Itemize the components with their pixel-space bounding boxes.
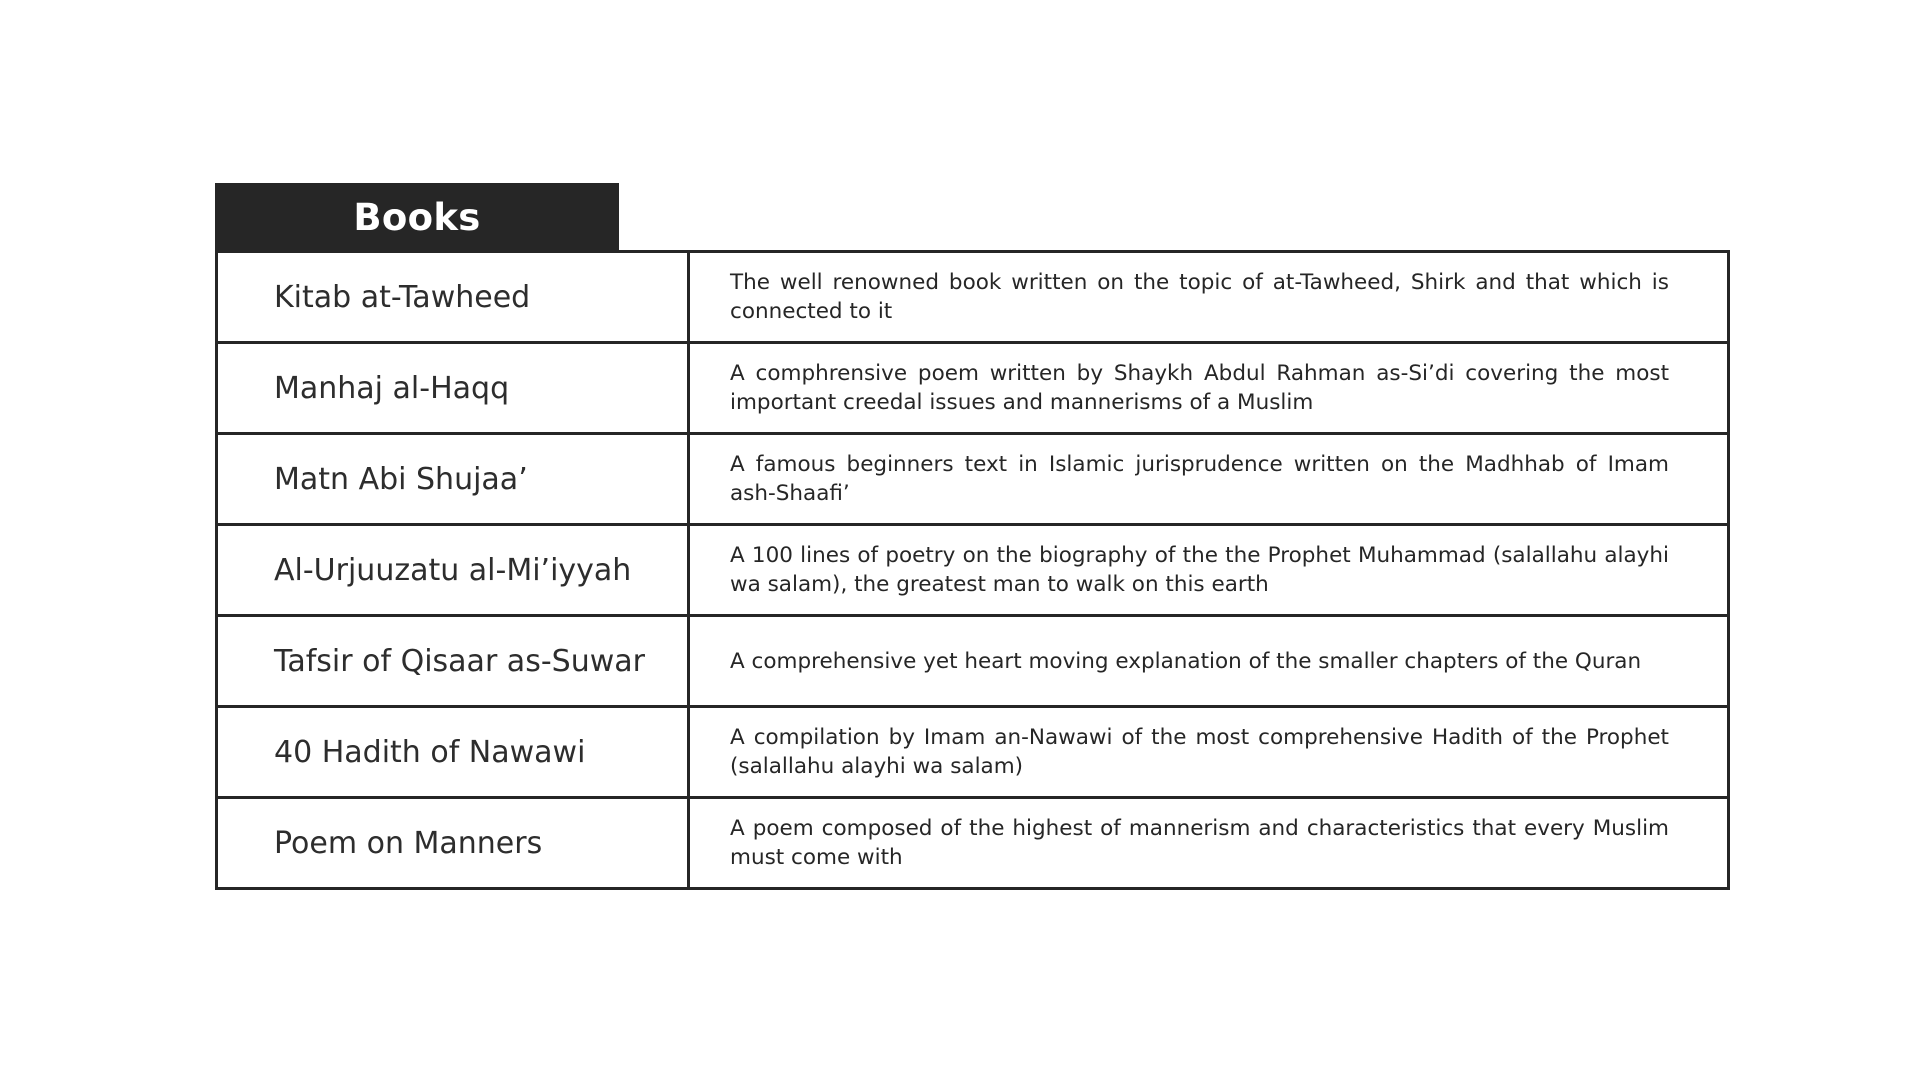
table-row xyxy=(217,616,1729,707)
table-row xyxy=(217,525,1729,616)
books-header-label: Books xyxy=(353,195,481,239)
book-title: Matn Abi Shujaa’ xyxy=(217,434,689,525)
book-description: A poem composed of the highest of mannerism and characteristics that every Muslim must come with xyxy=(689,798,1729,889)
book-title: Manhaj al-Haqq xyxy=(217,343,689,434)
books-header xyxy=(215,183,619,251)
book-title: 40 Hadith of Nawawi xyxy=(217,707,689,798)
book-description: A compilation by Imam an-Nawawi of the most comprehensive Hadith of the Prophet (salallahu alayhi wa salam) xyxy=(689,707,1729,798)
table-row xyxy=(217,343,1729,434)
books-table xyxy=(215,250,1730,890)
table-row xyxy=(217,798,1729,889)
book-description: A 100 lines of poetry on the biography of the the Prophet Muhammad (salallahu alayhi wa salam), the greatest man to walk on this earth xyxy=(689,525,1729,616)
book-title: Tafsir of Qisaar as-Suwar xyxy=(217,616,689,707)
table-row xyxy=(217,252,1729,343)
book-title: Kitab at-Tawheed xyxy=(217,252,689,343)
book-description: The well renowned book written on the topic of at-Tawheed, Shirk and that which is connected to it xyxy=(689,252,1729,343)
book-title: Poem on Manners xyxy=(217,798,689,889)
book-description: A famous beginners text in Islamic jurisprudence written on the Madhhab of Imam ash-Shaafi’ xyxy=(689,434,1729,525)
table-row xyxy=(217,434,1729,525)
book-description: A comphrensive poem written by Shaykh Abdul Rahman as-Si’di covering the most important creedal issues and mannerisms of a Muslim xyxy=(689,343,1729,434)
book-title: Al-Urjuuzatu al-Mi’iyyah xyxy=(217,525,689,616)
book-description: A comprehensive yet heart moving explanation of the smaller chapters of the Quran xyxy=(689,616,1729,707)
table-row xyxy=(217,707,1729,798)
